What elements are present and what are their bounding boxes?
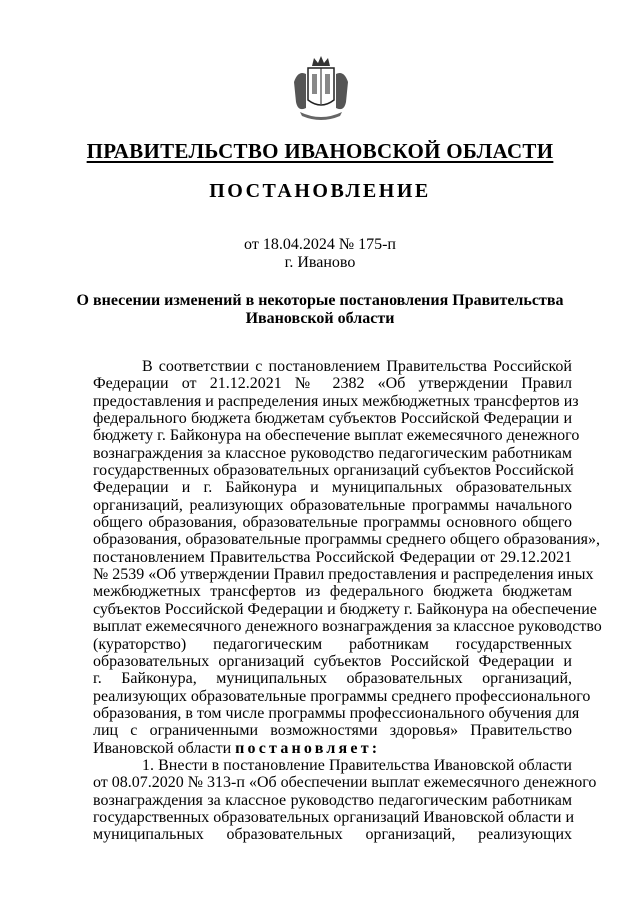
text-line: постановлением Правительства Российской Федерации от 29.12.2021 bbox=[93, 548, 572, 566]
document-title-line2: Ивановской области bbox=[245, 310, 395, 327]
text-line: федерального бюджета бюджетам субъектов Российской Федерации и bbox=[93, 410, 572, 428]
text-line: предоставления и распределения иных межбюджетных трансфертов из bbox=[93, 392, 579, 410]
text-line: выплат ежемесячного денежного вознаграждения за классное руководство bbox=[93, 618, 602, 636]
text-line: Федерации и г. Байконура и муниципальных образовательных bbox=[93, 479, 572, 497]
item-1-paragraph bbox=[93, 756, 597, 844]
text-line: организаций, реализующих образовательные программы начального bbox=[93, 496, 572, 514]
text-line: бюджету г. Байконура на обеспечение выплат ежемесячного денежного bbox=[93, 427, 580, 445]
text-line: вознаграждения за классное руководство педагогическим работникам bbox=[93, 791, 572, 809]
text-line: Федерации от 21.12.2021 № 2382 «Об утверждении Правил bbox=[93, 375, 572, 393]
text-line: № 2539 «Об утверждении Правил предоставления и распределения иных bbox=[93, 566, 594, 584]
city: г. Иваново bbox=[284, 254, 356, 271]
government-name: ПРАВИТЕЛЬСТВО ИВАНОВСКОЙ ОБЛАСТИ bbox=[86, 139, 554, 163]
document-title-line1: О внесении изменений в некоторые постановления Правительства bbox=[76, 292, 564, 309]
text-line: государственных образовательных организаций субъектов Российской bbox=[93, 462, 574, 480]
text-line: реализующих образовательные программы среднего профессионального bbox=[93, 687, 591, 705]
document-type: ПОСТАНОВЛЕНИЕ bbox=[209, 180, 431, 202]
date-number: от 18.04.2024 № 175-п bbox=[244, 236, 396, 253]
text-line: государственных образовательных организаций Ивановской области и bbox=[93, 808, 574, 826]
preamble-last-text: Ивановской области bbox=[93, 739, 236, 757]
text-line: образовательных организаций субъектов Российской Федерации и bbox=[93, 652, 572, 670]
text-line: г. Байконура, муниципальных образовательных организаций, bbox=[93, 670, 572, 688]
preamble-last-line bbox=[93, 740, 572, 757]
text-line: образования, образовательные программы среднего общего образования», bbox=[93, 531, 600, 549]
text-line: В соответствии с постановлением Правительства Российской bbox=[142, 358, 572, 375]
text-line: вознаграждения за классное руководство педагогическим работникам bbox=[93, 444, 572, 462]
resolves-word: постановляет: bbox=[235, 739, 381, 757]
text-line: общего образования, образовательные программы основного общего bbox=[93, 514, 572, 532]
text-line: субъектов Российской Федерации и бюджету г. Байконура на обеспечение bbox=[93, 600, 597, 618]
text-line: (кураторство) педагогическим работникам государственных bbox=[93, 635, 572, 653]
text-line: от 08.07.2020 № 313-п «Об обеспечении выплат ежемесячного денежного bbox=[93, 774, 597, 792]
text-line: межбюджетных трансфертов из федерального бюджета бюджетам bbox=[93, 583, 572, 601]
text-line: лиц с ограниченными возможностями здоровья» Правительство bbox=[93, 722, 572, 740]
text-line: образования, в том числе программы профессионального обучения для bbox=[93, 704, 580, 722]
text-line: муниципальных образовательных организаций, реализующих bbox=[93, 826, 572, 844]
document-body bbox=[93, 358, 602, 844]
text-line: 1. Внести в постановление Правительства Ивановской области bbox=[142, 756, 572, 774]
coat-of-arms-emblem bbox=[290, 52, 352, 124]
preamble-paragraph bbox=[93, 358, 602, 740]
